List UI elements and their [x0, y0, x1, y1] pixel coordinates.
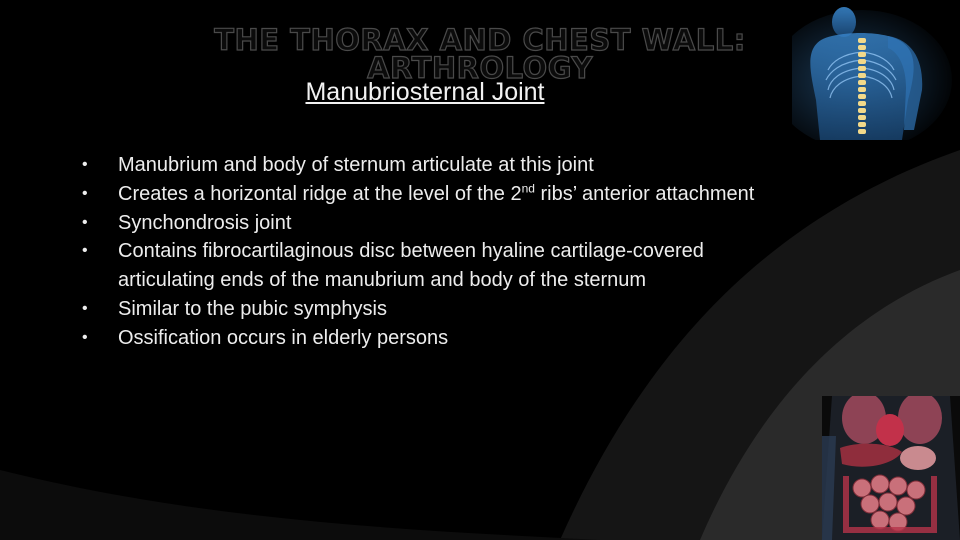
slide-title-line1: THE THORAX AND CHEST WALL:	[214, 23, 746, 57]
bullet-list	[82, 151, 782, 353]
bullet-dot: •	[82, 242, 88, 260]
bullet-text: Creates a horizontal ridge at the level of the 2	[118, 182, 522, 205]
bullet-item	[82, 295, 782, 324]
bullet-text: ribs’ anterior attachment	[534, 182, 755, 205]
bullet-dot: •	[82, 156, 88, 173]
bullet-item	[82, 180, 782, 209]
bullet-dot: •	[82, 213, 88, 231]
bullet-text: Similar to the pubic symphysis	[118, 297, 387, 320]
slide-subtitle: Manubriosternal Joint	[305, 78, 545, 106]
bullet-text: Manubrium and body of sternum articulate at this joint	[118, 154, 594, 176]
slide-title	[130, 23, 830, 85]
organs-illustration	[822, 396, 960, 540]
bullet-item	[82, 151, 782, 180]
bullet-text: Contains fibrocartilaginous disc between hyaline cartilage-covered articulating ends of the manubrium and body of the sternum	[118, 240, 704, 292]
bullet-text: Synchondrosis joint	[118, 211, 292, 234]
slide-title-line2: ARTHROLOGY	[367, 51, 593, 85]
bullet-text: Ossification occurs in elderly persons	[118, 326, 449, 349]
bullet-dot: •	[82, 299, 88, 317]
bullet-item	[82, 324, 782, 353]
bullet-dot: •	[82, 328, 88, 346]
bullet-item	[82, 209, 782, 238]
bullet-item	[82, 237, 782, 295]
bullet-dot: •	[82, 184, 88, 202]
bullet-superscript: nd	[521, 181, 535, 196]
